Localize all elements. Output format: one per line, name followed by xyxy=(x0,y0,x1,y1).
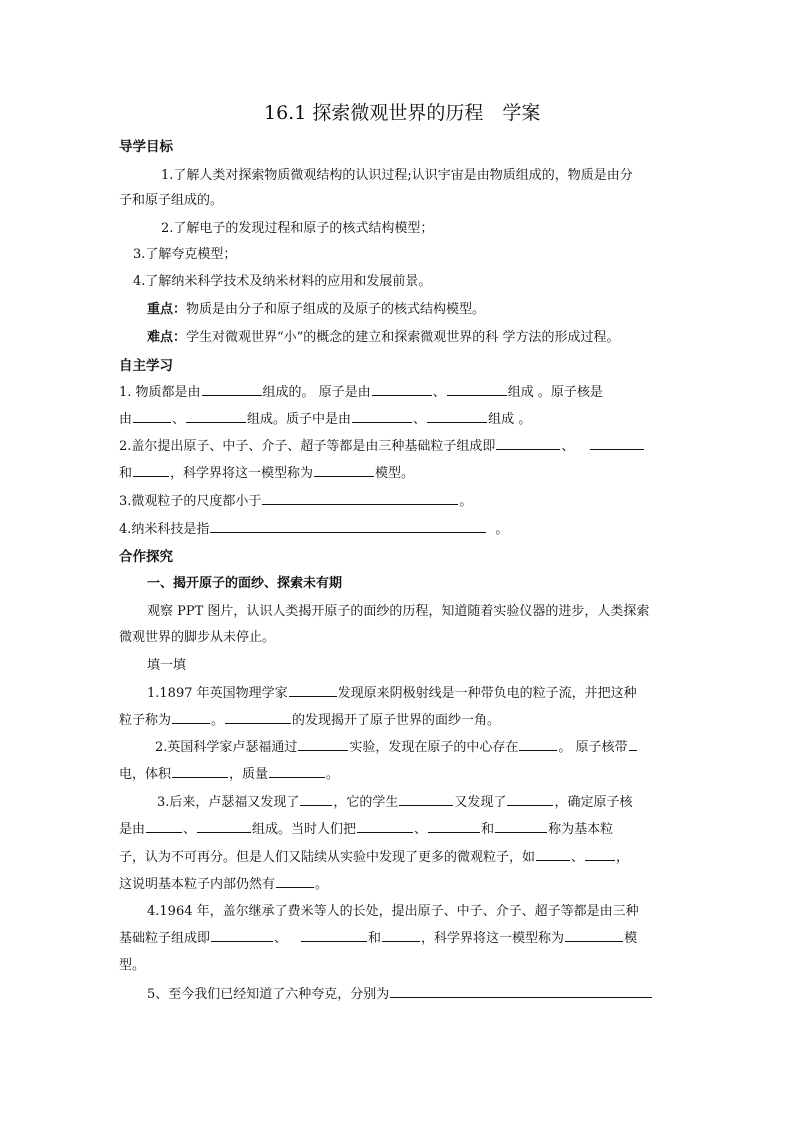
key-point-label: 重点： xyxy=(147,302,187,317)
answer-blank[interactable] xyxy=(585,848,615,861)
answer-blank[interactable] xyxy=(495,820,547,833)
answer-blank[interactable] xyxy=(507,793,553,806)
section-heading-self-study: 自主学习 xyxy=(119,358,173,374)
text-fragment: 模型。 xyxy=(375,466,415,481)
text-fragment: 组成 。 xyxy=(488,412,532,427)
text-fragment: ，科学界将这一模型称为 xyxy=(421,931,565,946)
answer-blank[interactable] xyxy=(390,985,652,998)
text-fragment: 4.纳米科技是指 xyxy=(119,522,210,537)
text-fragment: 5、至今我们已经知道了六种夸克，分别为 xyxy=(147,987,390,1002)
text-fragment: ，它的学生 xyxy=(333,795,399,810)
text-fragment: 由 xyxy=(119,412,133,427)
answer-blank[interactable] xyxy=(186,410,246,423)
text-fragment: 组成。当时人们把 xyxy=(252,822,357,837)
difficult-point-text: 学生对微观世界“小”的概念的建立和探索微观世界的科 学方法的形成过程。 xyxy=(186,330,620,345)
text-fragment: 的发现揭开了原子世界的面纱一角。 xyxy=(292,713,501,728)
answer-blank[interactable] xyxy=(146,820,182,833)
text-fragment: 、 xyxy=(561,439,575,454)
fill-in-heading: 填一填 xyxy=(147,658,187,673)
text-fragment: 组成 。原子核是 xyxy=(507,385,603,400)
text-fragment: 电，体积 xyxy=(119,767,172,782)
answer-blank[interactable] xyxy=(301,929,367,942)
fill-question-3-line-3 xyxy=(119,848,629,868)
text-fragment: 粒子称为 xyxy=(119,713,172,728)
text-fragment: 、 xyxy=(274,931,288,946)
text-fragment: 、 xyxy=(413,412,427,427)
answer-blank[interactable] xyxy=(357,820,413,833)
key-point-text: 物质是由分子和原子组成的及原子的核式结构模型。 xyxy=(186,302,486,317)
text-fragment: 基础粒子组成即 xyxy=(119,931,211,946)
intro-line-1: 观察 PPT 图片，认识人类揭开原子的面纱的历程，知道随着实验仪器的进步，人类探索 xyxy=(147,604,650,619)
text-fragment: 实验，发现在原子的中心存在 xyxy=(349,740,519,755)
text-fragment: 。 xyxy=(459,494,473,509)
text-fragment: 、 xyxy=(414,822,428,837)
section-heading-goals: 导学目标 xyxy=(119,139,173,155)
text-fragment: 。 xyxy=(495,522,509,537)
self-question-1-line-1 xyxy=(119,383,603,403)
subsection-heading-1: 一、揭开原子的面纱、探索未有期 xyxy=(147,576,343,591)
fill-question-1-line-2 xyxy=(119,711,500,731)
text-fragment: ，科学界将这一模型称为 xyxy=(170,466,314,481)
answer-blank[interactable] xyxy=(172,711,210,724)
text-fragment: ，质量 xyxy=(229,767,269,782)
answer-blank[interactable] xyxy=(536,848,570,861)
page-title: 16.1 探索微观世界的历程 学案 xyxy=(264,102,541,124)
text-fragment: 是由 xyxy=(119,822,146,837)
fill-question-2-line-1 xyxy=(155,738,638,758)
answer-blank[interactable] xyxy=(428,820,480,833)
text-fragment: 子，认为不可再分。但是人们又陆续从实验中发现了更多的微观粒子，如 xyxy=(119,850,536,865)
answer-blank[interactable] xyxy=(314,464,374,477)
text-fragment: 3.微观粒子的尺度都小于 xyxy=(119,494,262,509)
answer-blank[interactable] xyxy=(496,437,560,450)
answer-blank[interactable] xyxy=(352,410,412,423)
text-fragment: 和 xyxy=(481,822,495,837)
answer-blank[interactable] xyxy=(590,437,644,450)
text-fragment: 、 xyxy=(172,412,186,427)
answer-blank[interactable] xyxy=(629,738,637,751)
fill-question-4-line-3: 型。 xyxy=(119,958,146,973)
text-fragment: 这说明基本粒子内部仍然有 xyxy=(119,877,276,892)
fill-question-3-line-4 xyxy=(119,875,328,895)
answer-blank[interactable] xyxy=(269,765,325,778)
text-fragment: ， xyxy=(616,850,630,865)
answer-blank[interactable] xyxy=(382,929,420,942)
text-fragment: 和 xyxy=(368,931,382,946)
answer-blank[interactable] xyxy=(447,383,507,396)
text-fragment: 称为基本粒 xyxy=(548,822,614,837)
text-fragment: 。 xyxy=(326,767,340,782)
answer-blank[interactable] xyxy=(519,738,557,751)
key-point xyxy=(147,300,485,320)
fill-question-3-line-2 xyxy=(119,820,613,840)
text-fragment: 2.盖尔提出原子、中子、介子、超子等都是由三种基础粒子组成即 xyxy=(119,439,496,454)
fill-question-5 xyxy=(147,985,653,1005)
goal-4: 4.了解纳米科学技术及纳米材料的应用和发展前景。 xyxy=(133,274,432,289)
answer-blank[interactable] xyxy=(210,520,486,533)
answer-blank[interactable] xyxy=(276,875,314,888)
text-fragment: 发现原来阴极射线是一种带负电的粒子流，并把这种 xyxy=(337,686,637,701)
answer-blank[interactable] xyxy=(399,793,453,806)
difficult-point xyxy=(147,328,619,348)
text-fragment: 3.后来，卢瑟福又发现了 xyxy=(157,795,300,810)
text-fragment: 2.英国科学家卢瑟福通过 xyxy=(155,740,298,755)
text-fragment: 。 xyxy=(315,877,329,892)
fill-question-1-line-1 xyxy=(147,684,637,704)
text-fragment: ，确定原子核 xyxy=(554,795,633,810)
fill-question-4-line-1: 4.1964 年，盖尔继承了费米等人的长处，提出原子、中子、介子、超子等都是由三种 xyxy=(147,904,639,919)
answer-blank[interactable] xyxy=(133,464,169,477)
fill-question-3-line-1 xyxy=(157,793,632,813)
text-fragment: 。 xyxy=(211,713,225,728)
answer-blank[interactable] xyxy=(300,793,332,806)
goal-1-line-1: 1.了解人类对探索物质微观结构的认识过程;认识宇宙是由物质组成的，物质是由分 xyxy=(161,168,633,183)
answer-blank[interactable] xyxy=(202,383,262,396)
self-question-1-line-2 xyxy=(119,410,531,430)
text-fragment: 和 xyxy=(119,466,133,481)
section-heading-cooperate: 合作探究 xyxy=(119,549,173,565)
goal-1-line-2: 子和原子组成的。 xyxy=(119,193,224,208)
answer-blank[interactable] xyxy=(427,410,487,423)
goal-3: 3.了解夸克模型； xyxy=(133,247,237,262)
answer-blank[interactable] xyxy=(372,383,432,396)
text-fragment: 组成的。 原子是由 xyxy=(262,385,371,400)
text-fragment: 、 xyxy=(183,822,197,837)
self-question-4 xyxy=(119,520,508,540)
text-fragment: 又发现了 xyxy=(454,795,507,810)
goal-2: 2.了解电子的发现过程和原子的核式结构模型； xyxy=(161,221,434,236)
text-fragment: 、 xyxy=(432,385,446,400)
text-fragment: 组成。质子中是由 xyxy=(247,412,352,427)
self-question-3 xyxy=(119,492,472,512)
text-fragment: 1.1897 年英国物理学家 xyxy=(147,686,288,701)
answer-blank[interactable] xyxy=(225,711,291,724)
self-question-2-line-1 xyxy=(119,437,645,457)
answer-blank[interactable] xyxy=(262,492,458,505)
text-fragment: 、 xyxy=(571,850,585,865)
difficult-point-label: 难点： xyxy=(147,330,187,345)
intro-line-2: 微观世界的脚步从未停止。 xyxy=(119,630,276,645)
answer-blank[interactable] xyxy=(289,684,337,697)
answer-blank[interactable] xyxy=(172,765,228,778)
answer-blank[interactable] xyxy=(211,929,273,942)
answer-blank[interactable] xyxy=(298,738,348,751)
self-question-2-line-2 xyxy=(119,464,414,484)
text-fragment: 模 xyxy=(624,931,638,946)
answer-blank[interactable] xyxy=(565,929,623,942)
fill-question-4-line-2 xyxy=(119,929,637,949)
text-fragment: 1. 物质都是由 xyxy=(119,385,201,400)
fill-question-2-line-2 xyxy=(119,765,339,785)
answer-blank[interactable] xyxy=(197,820,251,833)
answer-blank[interactable] xyxy=(133,410,171,423)
text-fragment: 。 原子核带 xyxy=(558,740,628,755)
